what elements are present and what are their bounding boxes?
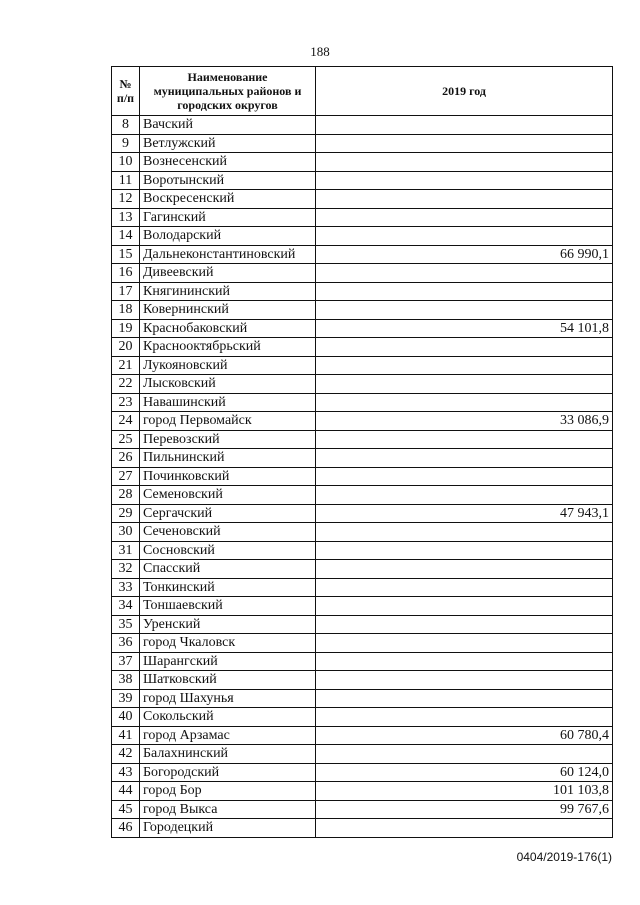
table-row — [112, 578, 613, 597]
page-number: 188 — [310, 44, 330, 59]
row-value — [316, 560, 613, 579]
row-name: Ковернинский — [140, 301, 316, 320]
row-name: Дивеевский — [140, 264, 316, 283]
row-name: Краснобаковский — [140, 319, 316, 338]
row-number: 26 — [112, 449, 140, 468]
row-name: Ветлужский — [140, 134, 316, 153]
row-number: 40 — [112, 708, 140, 727]
row-value — [316, 486, 613, 505]
row-value — [316, 449, 613, 468]
row-value — [316, 467, 613, 486]
row-name: Пильнинский — [140, 449, 316, 468]
row-name: Гагинский — [140, 208, 316, 227]
row-name: город Бор — [140, 782, 316, 801]
row-number: 38 — [112, 671, 140, 690]
row-value — [316, 634, 613, 653]
row-value: 99 767,6 — [316, 800, 613, 819]
row-value — [316, 227, 613, 246]
table-row — [112, 245, 613, 264]
row-name: Сокольский — [140, 708, 316, 727]
row-number: 31 — [112, 541, 140, 560]
table-row — [112, 449, 613, 468]
row-name: Богородский — [140, 763, 316, 782]
row-number: 20 — [112, 338, 140, 357]
table-row — [112, 171, 613, 190]
header-value: 2019 год — [316, 67, 613, 116]
row-number: 28 — [112, 486, 140, 505]
row-name: Лукояновский — [140, 356, 316, 375]
table-row — [112, 689, 613, 708]
table-row — [112, 671, 613, 690]
row-number: 37 — [112, 652, 140, 671]
row-number: 16 — [112, 264, 140, 283]
table-row — [112, 375, 613, 394]
row-name: Дальнеконстантиновский — [140, 245, 316, 264]
row-name: Тонкинский — [140, 578, 316, 597]
row-value: 33 086,9 — [316, 412, 613, 431]
row-name: Княгининский — [140, 282, 316, 301]
row-number: 23 — [112, 393, 140, 412]
row-name: Семеновский — [140, 486, 316, 505]
row-number: 30 — [112, 523, 140, 542]
table-row — [112, 800, 613, 819]
row-value — [316, 541, 613, 560]
row-value — [316, 338, 613, 357]
row-value — [316, 134, 613, 153]
table-row — [112, 153, 613, 172]
row-name: Уренский — [140, 615, 316, 634]
row-name: Вачский — [140, 116, 316, 135]
row-number: 17 — [112, 282, 140, 301]
row-number: 34 — [112, 597, 140, 616]
row-name: Сосновский — [140, 541, 316, 560]
table-header-row — [112, 67, 613, 116]
row-value — [316, 745, 613, 764]
table-row — [112, 486, 613, 505]
row-name: Спасский — [140, 560, 316, 579]
row-number: 43 — [112, 763, 140, 782]
header-num: № п/п — [112, 67, 140, 116]
table-row — [112, 782, 613, 801]
row-number: 13 — [112, 208, 140, 227]
row-number: 39 — [112, 689, 140, 708]
row-value — [316, 523, 613, 542]
row-value — [316, 597, 613, 616]
row-number: 29 — [112, 504, 140, 523]
table-body — [112, 116, 613, 838]
row-value — [316, 671, 613, 690]
row-number: 44 — [112, 782, 140, 801]
row-name: Городецкий — [140, 819, 316, 838]
row-name: город Первомайск — [140, 412, 316, 431]
row-number: 24 — [112, 412, 140, 431]
row-number: 27 — [112, 467, 140, 486]
row-number: 12 — [112, 190, 140, 209]
document-code: 0404/2019-176(1) — [516, 850, 612, 864]
row-name: Тоншаевский — [140, 597, 316, 616]
table-row — [112, 338, 613, 357]
table-row — [112, 356, 613, 375]
table-row — [112, 819, 613, 838]
row-value — [316, 430, 613, 449]
table-row — [112, 726, 613, 745]
row-value — [316, 171, 613, 190]
row-name: город Чкаловск — [140, 634, 316, 653]
table-row — [112, 190, 613, 209]
row-name: Вознесенский — [140, 153, 316, 172]
row-value: 60 780,4 — [316, 726, 613, 745]
row-number: 19 — [112, 319, 140, 338]
row-name: Балахнинский — [140, 745, 316, 764]
row-value — [316, 153, 613, 172]
row-number: 9 — [112, 134, 140, 153]
table-row — [112, 763, 613, 782]
table-row — [112, 264, 613, 283]
row-name: Перевозский — [140, 430, 316, 449]
row-number: 41 — [112, 726, 140, 745]
row-value — [316, 578, 613, 597]
row-number: 21 — [112, 356, 140, 375]
row-number: 15 — [112, 245, 140, 264]
row-value — [316, 208, 613, 227]
row-value — [316, 190, 613, 209]
row-number: 10 — [112, 153, 140, 172]
row-value — [316, 356, 613, 375]
table-row — [112, 301, 613, 320]
row-value — [316, 819, 613, 838]
table-row — [112, 634, 613, 653]
row-number: 18 — [112, 301, 140, 320]
table-row — [112, 708, 613, 727]
row-name: Воскресенский — [140, 190, 316, 209]
row-name: Шатковский — [140, 671, 316, 690]
row-number: 22 — [112, 375, 140, 394]
row-number: 8 — [112, 116, 140, 135]
row-name: Краснооктябрьский — [140, 338, 316, 357]
row-number: 36 — [112, 634, 140, 653]
row-name: город Шахунья — [140, 689, 316, 708]
table-row — [112, 430, 613, 449]
table-row — [112, 615, 613, 634]
row-value: 66 990,1 — [316, 245, 613, 264]
row-number: 11 — [112, 171, 140, 190]
row-number: 35 — [112, 615, 140, 634]
row-name: город Выкса — [140, 800, 316, 819]
table-row — [112, 467, 613, 486]
row-name: Шарангский — [140, 652, 316, 671]
table-row — [112, 227, 613, 246]
row-value — [316, 393, 613, 412]
table-row — [112, 523, 613, 542]
row-number: 33 — [112, 578, 140, 597]
row-name: Навашинский — [140, 393, 316, 412]
table-row — [112, 208, 613, 227]
row-value: 47 943,1 — [316, 504, 613, 523]
row-number: 46 — [112, 819, 140, 838]
row-value — [316, 264, 613, 283]
row-value — [316, 689, 613, 708]
row-value — [316, 301, 613, 320]
row-name: Сеченовский — [140, 523, 316, 542]
row-value — [316, 116, 613, 135]
table-row — [112, 541, 613, 560]
row-number: 42 — [112, 745, 140, 764]
row-name: город Арзамас — [140, 726, 316, 745]
table-row — [112, 560, 613, 579]
table-row — [112, 134, 613, 153]
table-row — [112, 745, 613, 764]
row-value: 60 124,0 — [316, 763, 613, 782]
table-row — [112, 412, 613, 431]
row-value — [316, 375, 613, 394]
table-row — [112, 282, 613, 301]
table-row — [112, 652, 613, 671]
row-value — [316, 652, 613, 671]
row-name: Починковский — [140, 467, 316, 486]
table-row — [112, 393, 613, 412]
row-number: 32 — [112, 560, 140, 579]
row-number: 14 — [112, 227, 140, 246]
header-name: Наименование муниципальных районов и городских округов — [140, 67, 316, 116]
row-value — [316, 615, 613, 634]
row-name: Сергачский — [140, 504, 316, 523]
municipal-table — [111, 66, 613, 838]
row-number: 45 — [112, 800, 140, 819]
row-name: Воротынский — [140, 171, 316, 190]
table-row — [112, 504, 613, 523]
row-name: Володарский — [140, 227, 316, 246]
row-value: 54 101,8 — [316, 319, 613, 338]
table-row — [112, 597, 613, 616]
row-value — [316, 708, 613, 727]
row-name: Лысковский — [140, 375, 316, 394]
row-number: 25 — [112, 430, 140, 449]
row-value: 101 103,8 — [316, 782, 613, 801]
table-row — [112, 319, 613, 338]
row-value — [316, 282, 613, 301]
table-row — [112, 116, 613, 135]
